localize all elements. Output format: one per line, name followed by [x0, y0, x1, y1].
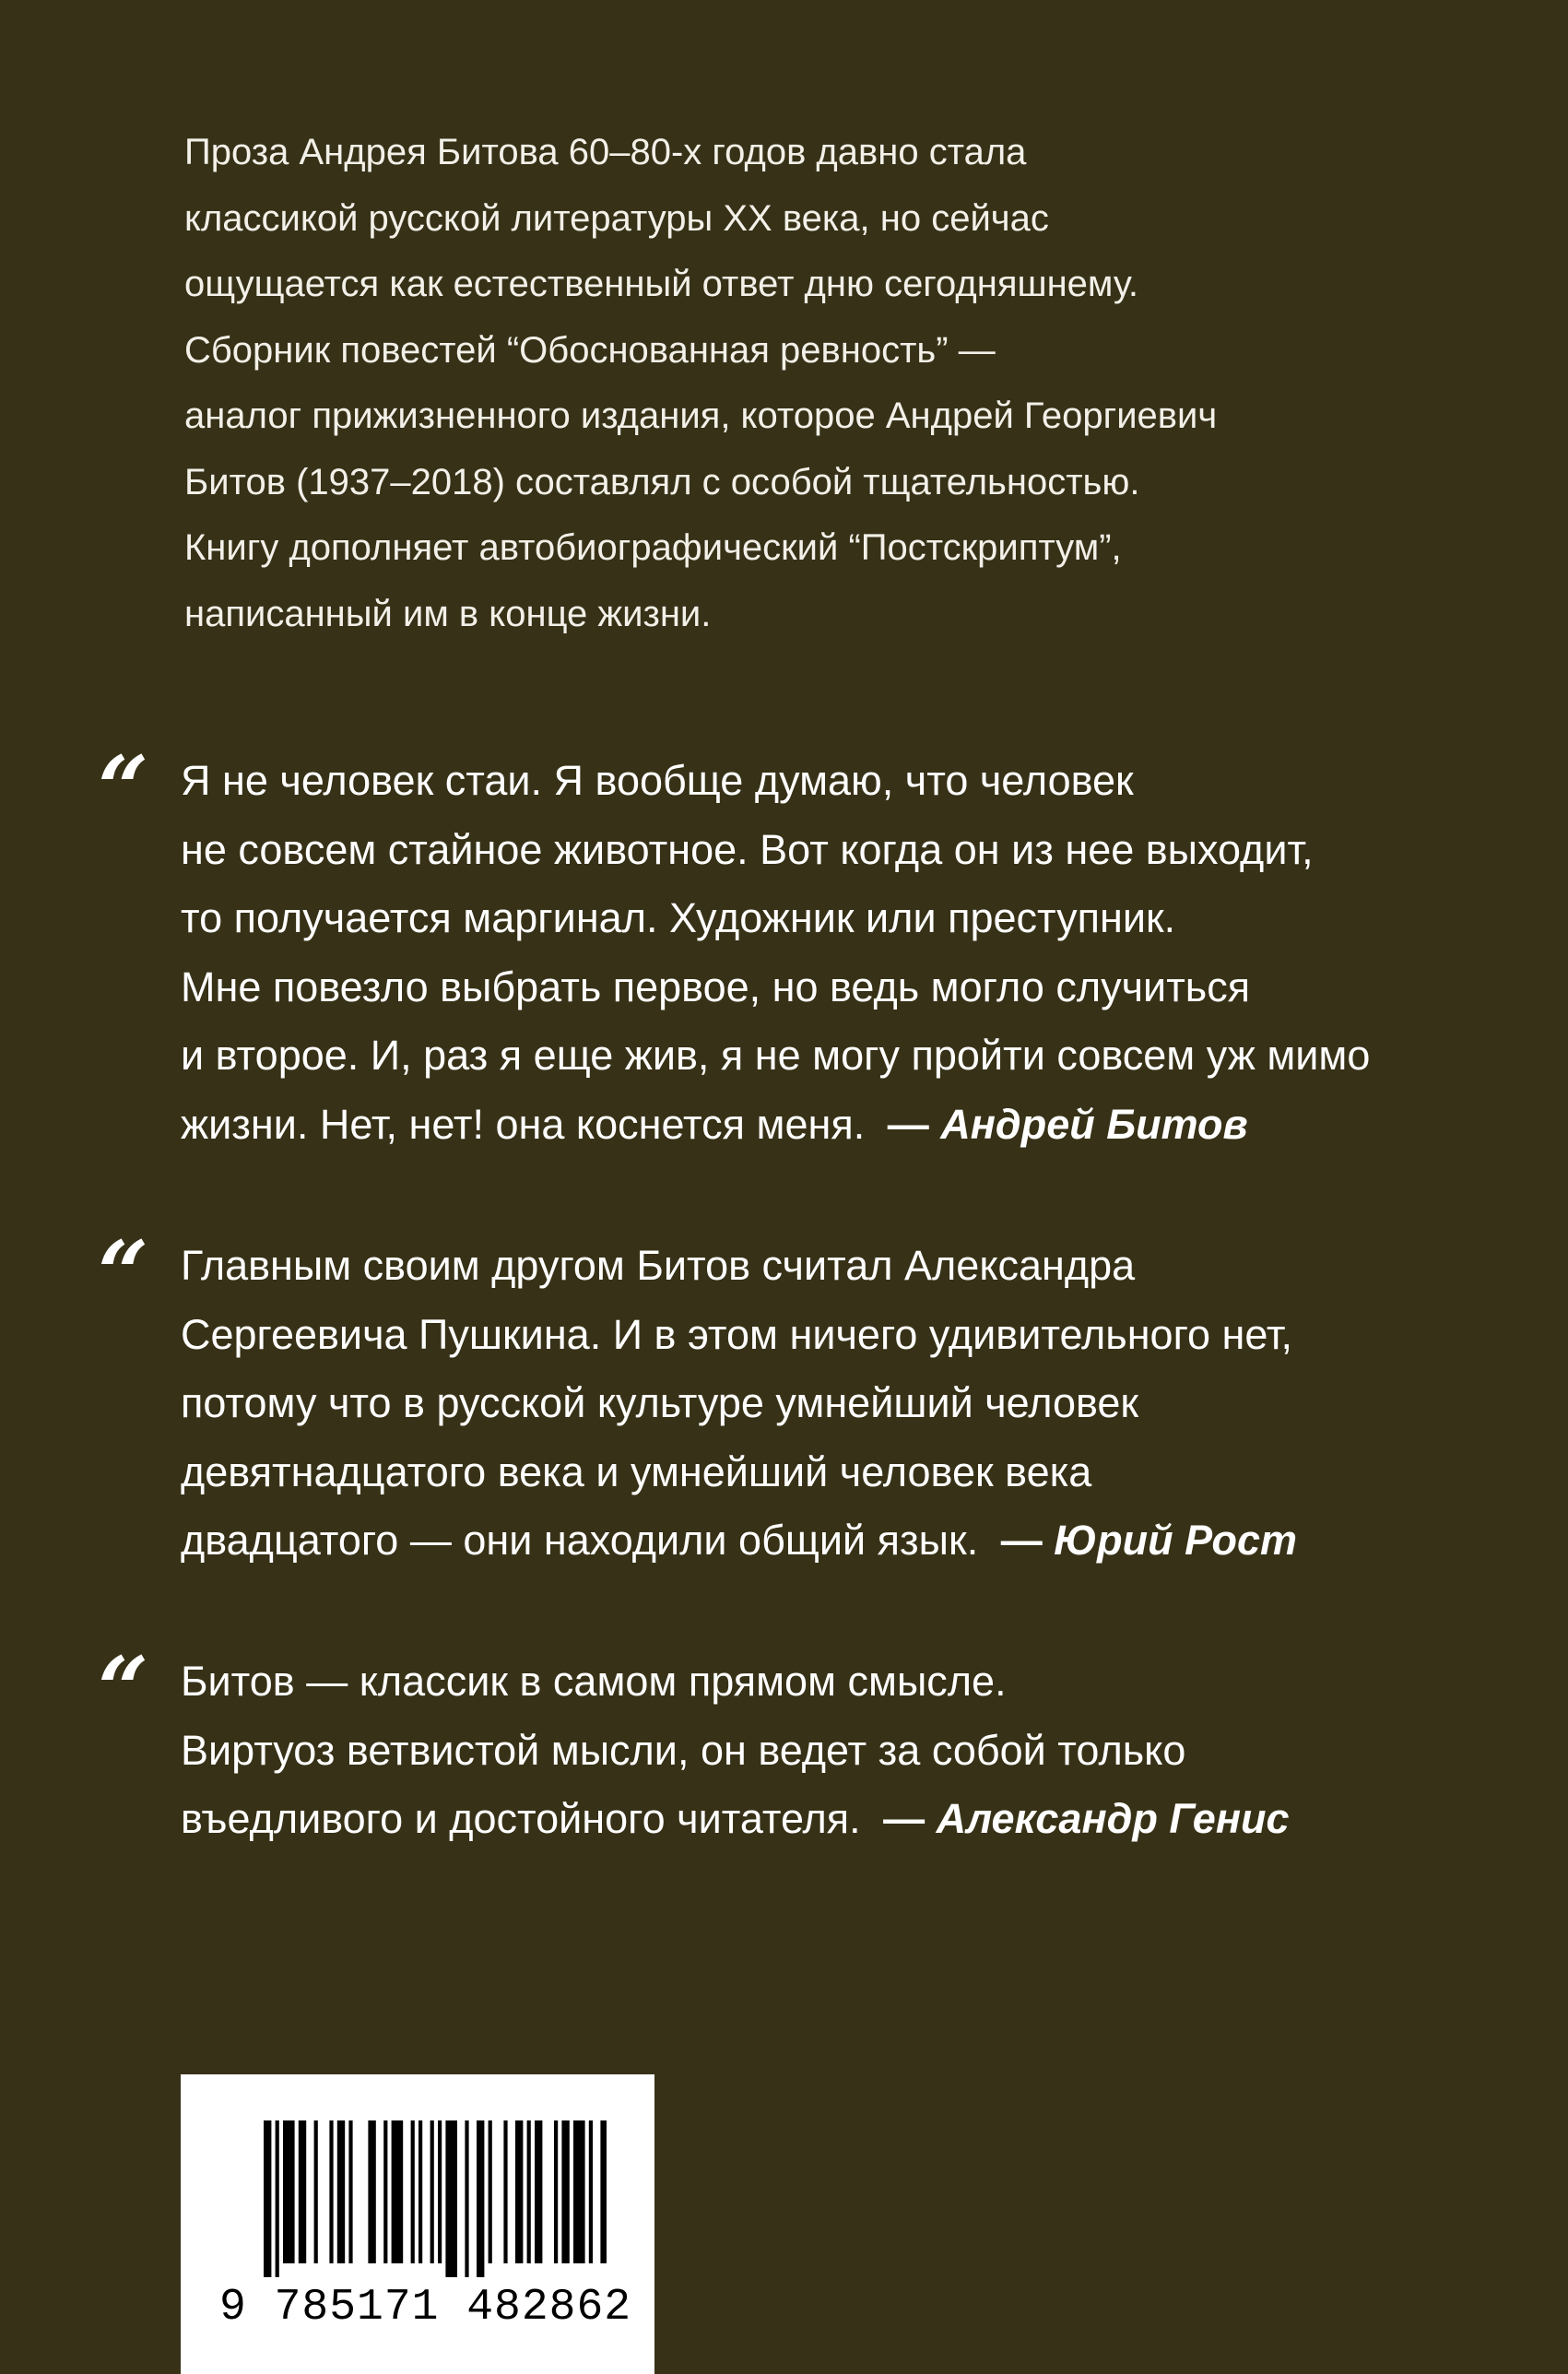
testimonial-quote [98, 1222, 1508, 1576]
description-line: ощущается как естественный ответ дню сегодняшнему. [184, 264, 1138, 304]
quote-mark-icon: “ [98, 1222, 149, 1326]
barcode-bar [314, 2120, 318, 2263]
barcode-bar [445, 2120, 457, 2277]
isbn-barcode [181, 2074, 654, 2374]
quote-line: Я не человек стаи. Я вообще думаю, что человек [181, 757, 1134, 804]
description-line: Сборник повестей “Обоснованная ревность” — [184, 329, 996, 371]
barcode-bar [465, 2120, 468, 2277]
quote-line: Виртуоз ветвистой мысли, он ведет за собой только [181, 1726, 1186, 1774]
testimonial-quote [98, 737, 1508, 1159]
barcode-bar [337, 2120, 345, 2263]
quote-mark-icon: “ [98, 1637, 149, 1742]
barcode-bar [411, 2120, 415, 2263]
attribution-dash: — [1000, 1517, 1043, 1564]
description-line: Книгу дополняет автобиографический “Постскриптум”, [184, 527, 1122, 568]
quote-line: Сергеевича Пушкина. И в этом ничего удивительного нет, [181, 1310, 1293, 1358]
quote-line: Битов — классик в самом прямом смысле. [181, 1658, 1007, 1705]
barcode-bar [515, 2120, 523, 2263]
quote-mark-icon: “ [98, 737, 149, 841]
quote-author: Андрей Битов [940, 1100, 1248, 1148]
quote-last-line [181, 1506, 1508, 1576]
barcode-bar [527, 2120, 531, 2263]
quote-line: двадцатого — они находили общий язык. [181, 1517, 979, 1564]
quote-line: девятнадцатого века и умнейший человек века [181, 1447, 1092, 1495]
barcode-bar [589, 2120, 593, 2263]
attribution-dash: — [887, 1100, 929, 1148]
book-description [184, 120, 1456, 647]
quote-line: потому что в русской культуре умнейший человек [181, 1379, 1139, 1426]
barcode-bar [392, 2120, 404, 2263]
quote-author: Юрий Рост [1054, 1517, 1298, 1564]
quote-line: въедливого и достойного читателя. [181, 1795, 861, 1842]
quote-line: жизни. Нет, нет! она коснется меня. [181, 1100, 866, 1148]
barcode-bar [383, 2120, 387, 2263]
barcode-bar [535, 2120, 542, 2263]
barcode-bar [554, 2120, 558, 2263]
barcode-bar [438, 2120, 442, 2263]
barcode-bar [348, 2120, 352, 2263]
barcode-bars-icon [264, 2120, 607, 2277]
quote-last-line [181, 1091, 1508, 1160]
quote-last-line [181, 1785, 1508, 1854]
quote-line: Главным своим другом Битов считал Александра [181, 1242, 1136, 1289]
quote-author: Александр Генис [936, 1795, 1290, 1842]
quote-line: то получается маргинал. Художник или преступник. [181, 894, 1176, 941]
barcode-bar [419, 2120, 422, 2263]
barcode-bar [430, 2120, 434, 2263]
description-line: аналог прижизненного издания, которое Андрей Георгиевич [184, 396, 1218, 436]
quote-line: не совсем стайное животное. Вот когда он из нее выходит, [181, 825, 1314, 873]
testimonial-quote [98, 1637, 1508, 1854]
description-line: написанный им в конце жизни. [184, 593, 712, 634]
barcode-bar [489, 2120, 492, 2263]
barcode-bar [503, 2120, 507, 2263]
barcode-bar [329, 2120, 333, 2263]
barcode-bar [561, 2120, 569, 2263]
quote-line: и второе. И, раз я еще жив, я не могу пройти совсем уж мимо [181, 1032, 1371, 1079]
barcode-bar [264, 2120, 271, 2277]
barcode-bar [368, 2120, 375, 2263]
description-line: Битов (1937–2018) составлял с особой тщательностью. [184, 461, 1140, 502]
barcode-bar [600, 2120, 607, 2263]
isbn-number: 9 785171 482862 [219, 2283, 632, 2333]
description-line: классикой русской литературы XX века, но сейчас [184, 197, 1049, 239]
barcode-bar [299, 2120, 306, 2263]
barcode-bar [477, 2120, 484, 2277]
barcode-bar [573, 2120, 585, 2263]
barcode-bar [276, 2120, 279, 2277]
description-line: Проза Андрея Битова 60–80-х годов давно стала [184, 132, 1027, 172]
attribution-dash: — [883, 1795, 925, 1842]
quote-line: Мне повезло выбрать первое, но ведь могло случиться [181, 963, 1251, 1010]
barcode-bar [283, 2120, 295, 2263]
